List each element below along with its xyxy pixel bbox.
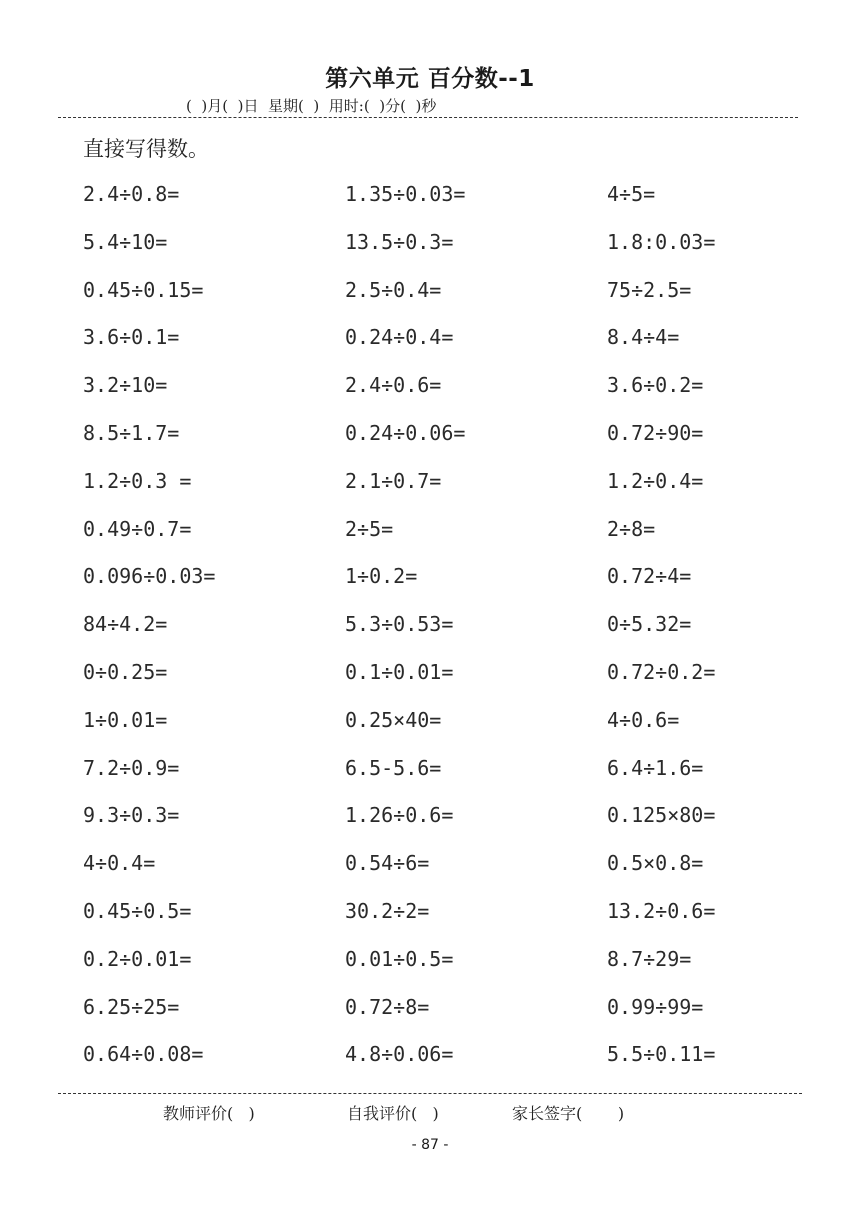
- problem-item: 0.25×40=: [345, 708, 442, 732]
- page-number: - 87 -: [411, 1137, 449, 1153]
- problem-item: 0.72÷90=: [607, 421, 704, 445]
- problem-item: 0.5×0.8=: [607, 851, 704, 875]
- problem-item: 5.3÷0.53=: [345, 612, 454, 636]
- problem-item: 30.2÷2=: [345, 899, 430, 923]
- problem-item: 2.5÷0.4=: [345, 278, 442, 302]
- problem-item: 1.2÷0.4=: [607, 469, 704, 493]
- problem-item: 2.4÷0.6=: [345, 373, 442, 397]
- problem-item: 4.8÷0.06=: [345, 1042, 454, 1066]
- problem-item: 0.096÷0.03=: [83, 564, 216, 588]
- problem-item: 13.5÷0.3=: [345, 230, 454, 254]
- problem-item: 0.45÷0.15=: [83, 278, 204, 302]
- problem-item: 0.2÷0.01=: [83, 947, 192, 971]
- problem-item: 5.5÷0.11=: [607, 1042, 716, 1066]
- problem-item: 0.54÷6=: [345, 851, 430, 875]
- problem-item: 0.64÷0.08=: [83, 1042, 204, 1066]
- problem-item: 4÷0.6=: [607, 708, 680, 732]
- problem-item: 0.24÷0.4=: [345, 325, 454, 349]
- problem-item: 84÷4.2=: [83, 612, 168, 636]
- problem-item: 4÷0.4=: [83, 851, 156, 875]
- problem-item: 0.1÷0.01=: [345, 660, 454, 684]
- problem-item: 0.72÷4=: [607, 564, 692, 588]
- problem-item: 1.35÷0.03=: [345, 182, 466, 206]
- problem-item: 0.49÷0.7=: [83, 517, 192, 541]
- instruction-text: 直接写得数。: [83, 137, 209, 161]
- parent-signature: 家长签字( ): [512, 1104, 625, 1123]
- problem-item: 8.5÷1.7=: [83, 421, 180, 445]
- problem-item: 4÷5=: [607, 182, 656, 206]
- problem-item: 0.01÷0.5=: [345, 947, 454, 971]
- problem-item: 2.4÷0.8=: [83, 182, 180, 206]
- problem-item: 3.6÷0.1=: [83, 325, 180, 349]
- problem-item: 13.2÷0.6=: [607, 899, 716, 923]
- problem-item: 1.2÷0.3 =: [83, 469, 192, 493]
- problem-item: 6.25÷25=: [83, 995, 180, 1019]
- page-title: 第六单元 百分数--1: [325, 66, 535, 92]
- problem-item: 1÷0.01=: [83, 708, 168, 732]
- problem-item: 1.26÷0.6=: [345, 803, 454, 827]
- problem-item: 6.5-5.6=: [345, 756, 442, 780]
- problem-item: 2÷8=: [607, 517, 656, 541]
- problem-item: 0.72÷0.2=: [607, 660, 716, 684]
- problem-item: 9.3÷0.3=: [83, 803, 180, 827]
- problem-item: 0.72÷8=: [345, 995, 430, 1019]
- problem-item: 2÷5=: [345, 517, 394, 541]
- problem-item: 0.24÷0.06=: [345, 421, 466, 445]
- problem-item: 6.4÷1.6=: [607, 756, 704, 780]
- problem-item: 1.8:0.03=: [607, 230, 716, 254]
- problem-item: 3.6÷0.2=: [607, 373, 704, 397]
- problem-item: 0÷5.32=: [607, 612, 692, 636]
- problem-item: 8.7÷29=: [607, 947, 692, 971]
- problem-item: 2.1÷0.7=: [345, 469, 442, 493]
- problem-item: 0.125×80=: [607, 803, 716, 827]
- date-time-fields: ( )月( )日 星期( ) 用时:( )分( )秒: [186, 97, 437, 115]
- problem-item: 8.4÷4=: [607, 325, 680, 349]
- footer-divider: [58, 1093, 802, 1094]
- problem-item: 5.4÷10=: [83, 230, 168, 254]
- self-evaluation: 自我评价( ): [347, 1104, 439, 1123]
- problem-item: 0÷0.25=: [83, 660, 168, 684]
- problem-item: 75÷2.5=: [607, 278, 692, 302]
- teacher-evaluation: 教师评价( ): [163, 1104, 255, 1123]
- problem-item: 7.2÷0.9=: [83, 756, 180, 780]
- problem-item: 0.99÷99=: [607, 995, 704, 1019]
- problem-item: 3.2÷10=: [83, 373, 168, 397]
- problem-item: 1÷0.2=: [345, 564, 418, 588]
- problem-item: 0.45÷0.5=: [83, 899, 192, 923]
